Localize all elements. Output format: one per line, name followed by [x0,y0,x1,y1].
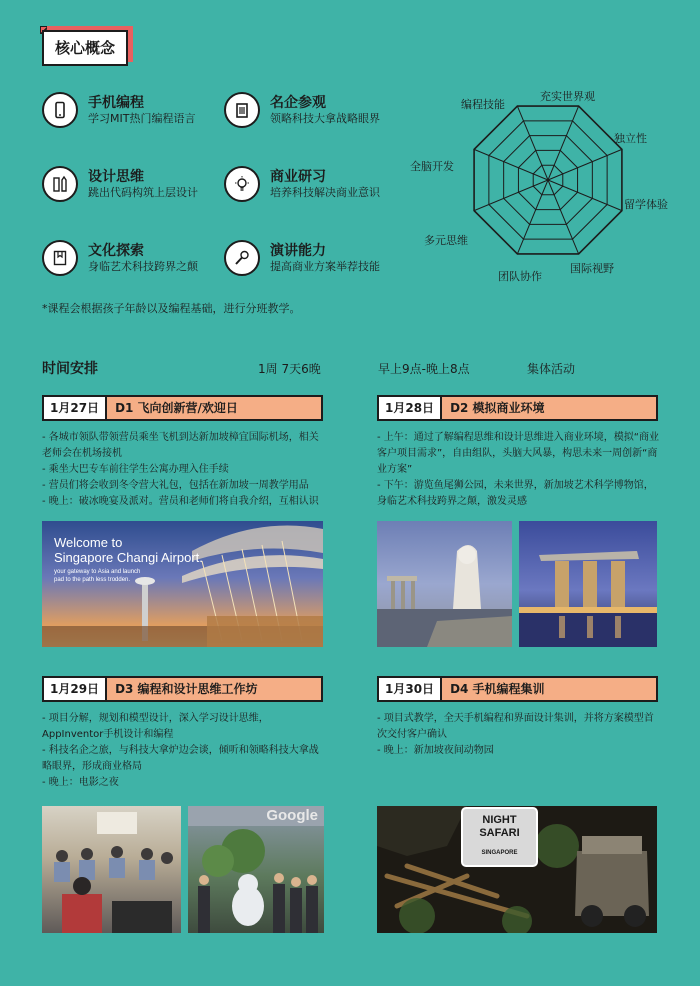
day-date: 1月28日 [379,397,442,419]
day-title: D1 飞向创新营/欢迎日 [115,401,238,415]
concept-title: 设计思维 [88,169,144,185]
safari-sign-night: NIGHT [482,814,517,826]
concept-title: 文化探索 [88,243,144,259]
day-item: - 下午：游览鱼尾狮公园，未来世界，新加坡艺术科学博物馆，身临艺术科技跨界之颠，激发灵感 [377,480,654,507]
concept-item [224,240,380,276]
day-description-d4 [377,711,661,759]
google-visit-photo [188,806,324,933]
concept-subtitle: 学习MIT热门编程语言 [88,112,196,125]
day-title: D3 编程和设计思维工作坊 [115,682,258,696]
concept-subtitle: 领略科技大拿战略眼界 [270,112,380,125]
safari-sign-safari: SAFARI [479,827,520,839]
airport-welcome-text: Welcome to [54,535,123,550]
concept-item [42,92,195,128]
radar-label: 独立性 [614,132,647,145]
radar-label: 团队协作 [498,270,542,283]
radar-label: 国际视野 [570,262,614,275]
skills-radar [420,80,680,280]
radar-chart [420,80,680,280]
concept-item [224,92,380,128]
radar-label: 全脑开发 [410,160,454,173]
classroom-photo [42,806,181,933]
day-description-d1 [42,430,326,510]
radar-label: 编程技能 [461,98,505,111]
schedule-title: 时间安排 [42,361,98,377]
concept-item [42,240,198,276]
safari-sign-singapore: SINGAPORE [481,850,518,856]
airport-photo [42,521,323,647]
concept-subtitle: 跳出代码构筑上层设计 [88,186,198,199]
schedule-duration: 1周 7天6晚 [258,362,321,376]
concept-item [224,166,380,202]
day-item: - 营员们将会收到冬令营大礼包，包括在新加坡一周教学用品 [42,480,309,491]
class-division-note: *课程会根据孩子年龄以及编程基础，进行分班教学。 [42,302,301,315]
day-item: - 项目式教学，全天手机编程和界面设计集训，并将方案模型首次交付客户确认 [377,713,654,740]
concept-title: 手机编程 [88,95,144,111]
schedule-hours: 早上9点-晚上8点 [378,362,470,376]
day-bar-d3 [42,676,323,702]
concept-title: 名企参观 [270,95,326,111]
day-date: 1月30日 [379,678,442,700]
day-bar-d4 [377,676,658,702]
concept-title: 商业研习 [270,169,326,185]
airport-tagline-text: your gateway to Asia and launch [54,569,141,575]
phone-icon [42,92,78,128]
day-item: - 各城市领队带领营员乘坐飞机到达新加坡樟宜国际机场，相关老师会在机场接机 [42,432,319,459]
day-item: - 乘坐大巴专车前往学生公寓办理入住手续 [42,464,229,475]
core-concepts-tag: 核心概念 [42,30,128,66]
night-safari-photo [377,806,657,933]
day-item: - 晚上：电影之夜 [42,777,119,788]
day-title: D2 模拟商业环境 [450,401,545,415]
schedule-mode: 集体活动 [527,362,576,376]
concept-title: 演讲能力 [270,243,326,259]
day-item: - 科技名企之旅，与科技大拿炉边会谈，倾听和领略科技大拿战略眼界，形成商业格局 [42,745,319,772]
marina-bay-photo [519,521,657,647]
book-icon [42,240,78,276]
concept-subtitle: 身临艺术科技跨界之颠 [88,260,198,273]
radar-label: 多元思维 [424,234,468,247]
day-item: - 上午：通过了解编程思维和设计思维进入商业环境，模拟“商业客户项目需求”，自由组队，头脑大风暴，构思未来一周创新“商业方案” [377,432,659,475]
airport-name-text: Singapore Changi Airport. [54,550,203,565]
lightbulb-icon [224,166,260,202]
day-bar-d2 [377,395,658,421]
day-description-d3 [42,711,326,791]
concept-subtitle: 提高商业方案举荐技能 [270,260,380,273]
airport-tagline-text-2: pad to the path less trodden. [54,577,131,583]
microphone-icon [224,240,260,276]
day-description-d2 [377,430,661,510]
concept-item [42,166,198,202]
google-sign: Google [266,807,318,824]
design-tools-icon [42,166,78,202]
day-item: - 晚上：新加坡夜间动物园 [377,745,494,756]
merlion-photo [377,521,512,647]
day-item: - 项目分解，规划和模型设计，深入学习设计思维，AppInventor手机设计和编程 [42,713,269,740]
day-item: - 晚上：破冰晚宴及派对。营员和老师们将自我介绍，互相认识 [42,496,319,507]
day-date: 1月27日 [44,397,107,419]
radar-label: 充实世界观 [540,90,595,103]
building-icon [224,92,260,128]
day-date: 1月29日 [44,678,107,700]
radar-label: 留学体验 [624,198,668,211]
day-title: D4 手机编程集训 [450,682,545,696]
day-bar-d1 [42,395,323,421]
concept-subtitle: 培养科技解决商业意识 [270,186,380,199]
